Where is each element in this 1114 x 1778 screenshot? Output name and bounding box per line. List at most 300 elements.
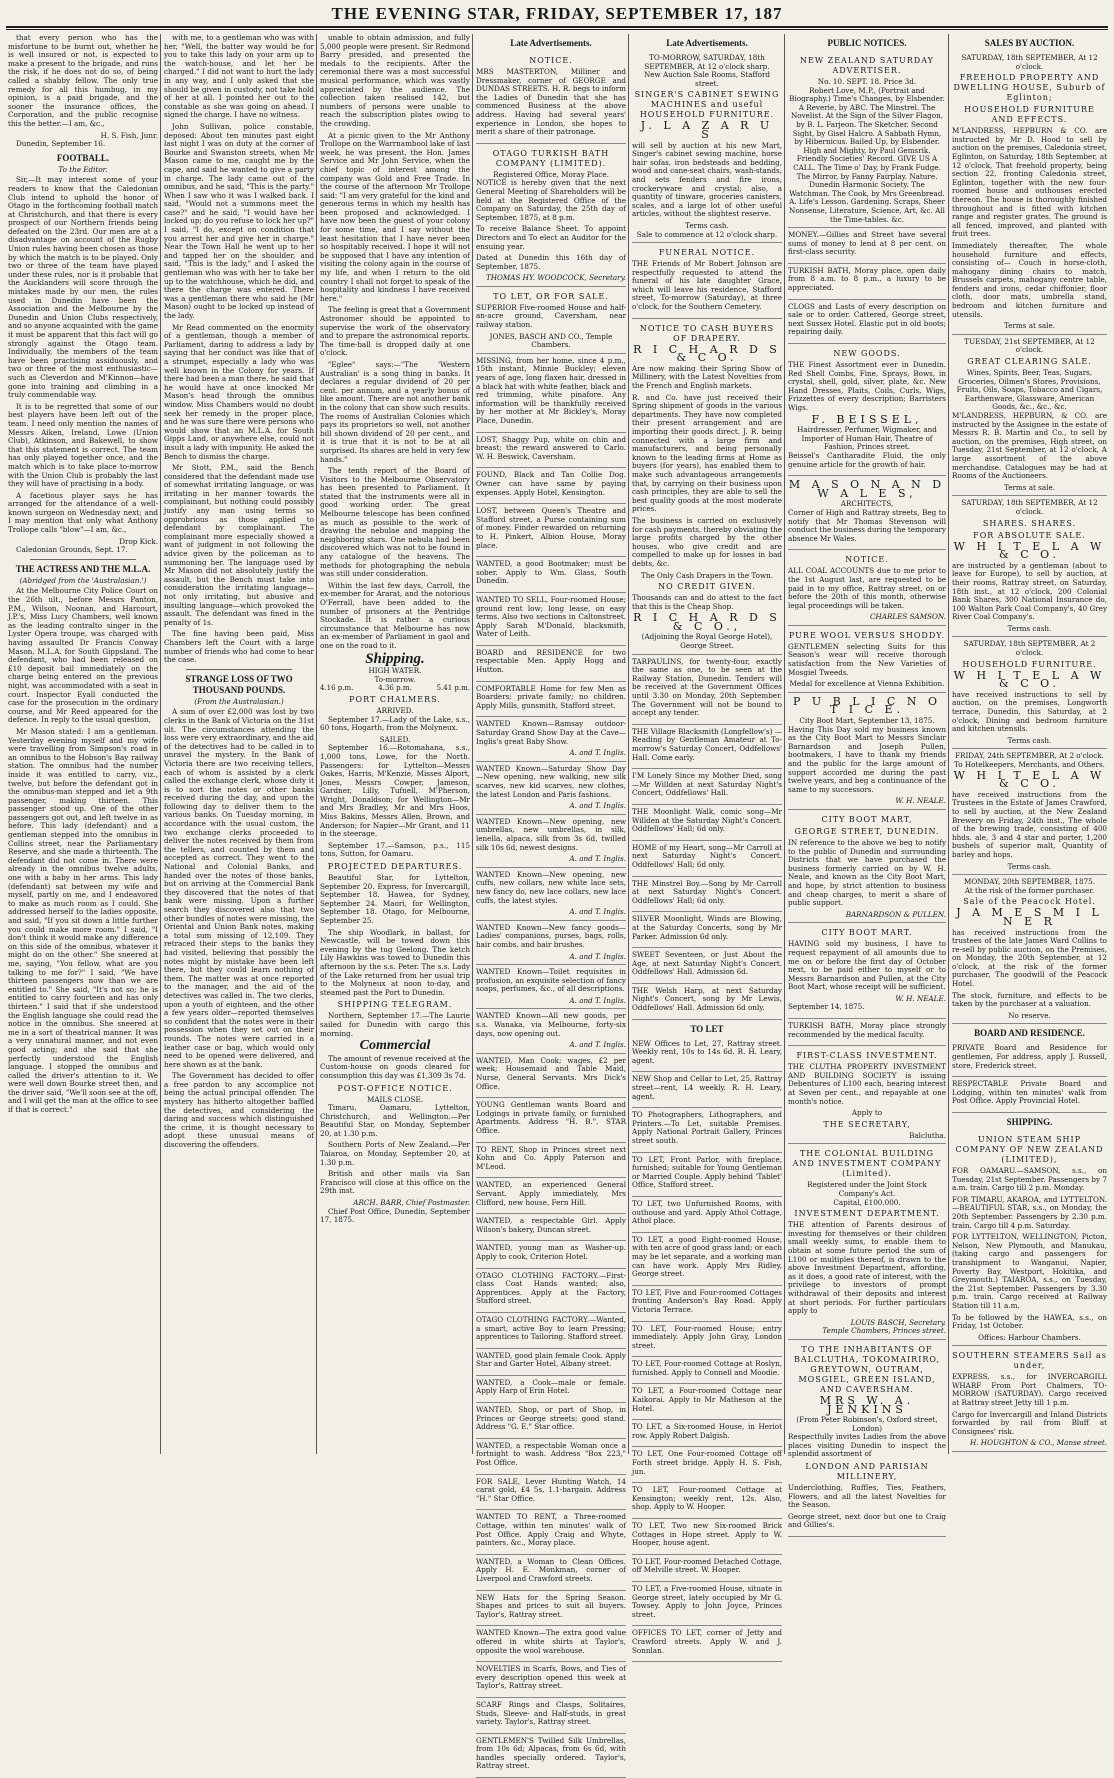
ad-text: Immediately thereafter, The whole household furniture and effects, consisting of— Couch in horse-cloth, mahogany dining chairs to match, Brussels carpets, mahogany centre table, fenders and irons, cedar chiffonier, floor cloth, door mats, umbrella stand, bedroom and kitchen furniture and utensils. [952, 240, 1107, 319]
to-let-ad [632, 1072, 782, 1108]
ad-text: THE Minstrel Boy.—Song by Mr Carroll at next Saturday Night's Concert. Oddfellows' Hall; 6d only. [632, 878, 782, 905]
ad-subheading: Registered Office, Moray Place. [493, 169, 609, 179]
classified-ad [788, 300, 946, 344]
ad-text: NEW Shop and Cellar to Let, 25, Rattray street—rent, L4 weekly. R. H. Leary, agent. [632, 1074, 782, 1101]
shipping-heading: SHIPPING. [1006, 1117, 1053, 1127]
ad-text: have received instructions from the Trustees in the Estate of James Crawford, to sell by auction, at the New Zealand Brewery on Friday, 24th inst., The whole of the brewing trade, consisting of 400 hhds. ale, 3 and 4 star and porter, 1,200 bushels of superior malt, Quantity of barley and hops. [952, 789, 1107, 859]
ad-date: Dated at Dunedin this 16th day of September, 1875. [476, 253, 626, 271]
ad-text: Corner of High and Rattray streets, Beg to notify that Mr Thomas Stevenson will conduct the business during the temporary absence Mr Wales. [788, 507, 946, 543]
ad-text: TO LET, Four-roomed Cottage at Kensington; weekly rent, 12s. Also, shop. Apply to W. Hooper. [632, 1485, 782, 1512]
column-7 [952, 34, 1107, 1454]
ad-signature: LOUIS BASCH, Secretary. [850, 1317, 946, 1327]
classified-ad [476, 868, 626, 921]
ad-text: TURKISH BATH, Moray place strongly recommended by the medical faculty. [788, 1021, 946, 1039]
ad-text: has received instructions from the trustees of the late James Ward Collins to re-sell by public auction, on the Premises, on Monday, the 20th September, at 12 o'clock, at the risk of the former purchaser, The goodwill of the Peacock Hotel. [952, 927, 1107, 989]
column-1 [8, 34, 158, 1454]
ad-text: TO RENT, Shop in Princes street next Kohn and Co. Apply Paterson and M'Leod. [476, 1144, 626, 1171]
ad-text: MISSING, from her home, since 4 p.m., 15th instant, Minnie Buckley; eleven years of age, long flaxen hair, dressed in a black hat with white feather, black and red trimming, white pinafore. Any information will be thankfully received by her mother at Mr Bickley's, Moray Place, Dunedin. [476, 355, 626, 425]
ad-text: CLOGS and Lasts of every description on sale or to order. Cattered, George street, next Sussex Hotel. Elastic put in old boots; repairing daily. [788, 301, 946, 337]
architects-ad [788, 476, 946, 550]
ad-text: WANTED, an experienced General Servant. Apply immediately, Mrs Clifford, new house, Fern Hill. [476, 1180, 626, 1207]
ad-text: WANTED TO SELL, Four-roomed House; ground rent low; long lease, on easy terms. Also two sections in Caltonstreet. Apply Sarah M'Donald, blacksmith, Water of Leith. [476, 594, 626, 639]
ad-date: SATURDAY, 18th SEPTEMBER, At 12 o'clock. [961, 498, 1098, 516]
sailing-notice: EXPRESS, s.s., for INVERCARGILL WHARF From Port Chalmers, TO-MORROW (SATURDAY). Cargo received at Rattray street Jetty till 1 p.m. [952, 1372, 1107, 1408]
ad-text: TO LET, Five and Four-roomed Cottages fronting Anderson's Bay Road. Apply Victoria Terrace. [632, 1287, 782, 1314]
ad-heading: TO LET, OR FOR SALE. [493, 291, 609, 301]
ad-heading: UNION STEAM SHIP COMPANY OF NEW ZEALAND (LIMITED), [955, 1135, 1104, 1164]
ad-location: New Auction Sale Rooms, Stafford street. [643, 70, 770, 88]
classified-ad [632, 841, 782, 877]
classified-ad [632, 725, 782, 769]
classified-ad [476, 1178, 626, 1214]
ad-text: SUPERIOR Five-roomed House and half-an-acre ground, Caversham, near railway station. [476, 302, 626, 330]
to-let-ad [632, 1483, 782, 1519]
ad-text: SCARF Rings and Clasps, Solitaires, Studs, Sleeve- and Half-studs, in great variety. Taylor's, Rattray street. [476, 1699, 626, 1727]
ad-heading: Sale of the Peacock Hotel. [963, 897, 1096, 907]
ad-text: WANTED Known—Saturday Show Day —New opening, new walking, new silk scarves, new kid scarves, new clothes, the latest London and Paris fashions. [476, 763, 626, 799]
ad-text: WANTED Known—New opening, new cuffs, new collars, new white lace sets, new fancy do, new lace collars, new lace cuffs, the latest styles. [476, 869, 626, 905]
ad-heading: GREAT CLEARING SALE. [967, 357, 1092, 367]
classified-ad [476, 965, 626, 1009]
ad-text: SWEET Seventeen, or Just About the Age, at next Saturday Night's Concert. Oddfellows' Hall. Admission 6d. [632, 950, 782, 977]
post-entry: Southern Ports of New Zealand.—Per Taiaroa, on Monday, September 20, at 1.30 p.m. [320, 1140, 470, 1167]
strange-loss-paragraph: A sum of over £2,000 was lost by two clerks in the Bank of Victoria on the 31st ult. The circumstances attending the loss were very extraordinary, and the aid of the detectives had to be called in to unravel the mystery. In the Bank of Victoria there are two receiving tellers, each of whom is assisted by a clerk called the exchange clerk, whose duty it is to sort the notes or other banks received during the day, and upon the following day to deliver them to the various banks. On Tuesday morning, in accordance with the usual custom, the two exchange clerks proceeded to deliver the notes received by them from the tellers, and counted by them and accepted as correct. They went to the National and Colonial Banks, and handed over the notes of those banks, but on arriving at the Commercial Bank they discovered that the notes of that bank were missing. Upon a further search they discovered also that two other bundles of notes were missing, the Oriental and Union Bank notes, making a total sum missing of 12,109. They retraced their steps to the banks they had visited, believing that possibly the notes might by mistake have been left there, but they could learn nothing of them. The matter was at once reported to the manager, and the aid of the detectives was called in. The two clerks, upon a youth of eighteen, and the other a few years older—reported themselves so confident that the notes were in their possession when they set out on their rounds. The notes were carried in a leather case or bag, which would only need to be opened were delivered, and here shown as at the bank. [164, 707, 314, 1069]
classified-ad [632, 912, 782, 948]
to-let-ad [632, 1233, 782, 1286]
article-paragraph: Within the last few days, Carroll, the ex-member for Ararat, and the notorious O'Ferrall, have been added to the number of prisoners at the Pentridge Stockade. It is rather a curious circumstance that Melbourne has now an ex-member of Parliament in gaol and one on the road to it. [320, 580, 470, 650]
masthead: THE EVENING STAR, FRIDAY, SEPTEMBER 17, 187 [331, 4, 783, 23]
to-let-ad [632, 1108, 782, 1152]
ad-terms: Terms cash. [1007, 735, 1052, 745]
classified-ad [788, 1019, 946, 1046]
classified-ad [476, 1376, 626, 1403]
football-date: Caledonian Grounds, Sept. 17. [16, 545, 128, 555]
column-6 [788, 34, 946, 1530]
arrived-label: ARRIVED. [376, 705, 414, 715]
ad-text: TO LET, Four-roomed House; entry immediately. Apply John Gray, London street. [632, 1323, 782, 1350]
ad-text: TO LET, One Four-roomed Cottage off Forth street bridge. Apply H. S. Fish, jun. [632, 1449, 782, 1476]
ad-text: GENTLEMEN selecting Suits for this Season's wear will receive thorough satisfaction from the New Varieties of Mosgiel Tweeds. [788, 641, 946, 677]
column-divider [948, 34, 949, 1454]
football-heading: FOOTBALL. [56, 152, 110, 163]
auctioneer-name: W H I T E L A W & C O. [953, 668, 1106, 691]
classified-ad [476, 504, 626, 557]
classified-ad [476, 1510, 626, 1554]
ad-text: SILVER Moonlight, Winds are Blowing, at the Saturday Concerts, song by Mr Parker. Admission 6d only. [632, 914, 782, 941]
ad-heading: SOUTHERN STEAMERS Sail as under, [952, 1351, 1107, 1371]
boot-mart-ad [788, 810, 946, 923]
ad-text: will sell by auction at his new Mart, Singer's cabinet sewing machine, horse hair sofas, iron bedsteads and bedding, wood and cane-seat chairs, wash-stands, and sets fenders and fire irons, crockeryware and crystal; also, a quantity of tinware, groceries canisters, scales, and a large lot of other useful articles, without the slightest reserve. [632, 140, 782, 219]
ad-signature: A. and T. Inglis. [569, 951, 626, 961]
ad-address: George Street. [680, 641, 734, 651]
to-let-ad [632, 1420, 782, 1447]
classified-ad [788, 264, 946, 300]
ad-heading: OTAGO TURKISH BATH COMPANY (LIMITED). [492, 148, 610, 168]
millinery-ad [788, 1340, 946, 1537]
funeral-heading: FUNERAL NOTICE. [658, 248, 756, 258]
auctioneer-name: W H I T E L A W & C O. [953, 539, 1106, 562]
strange-loss-paragraph: The Government has decided to offer a free pardon to any accomplice not being the actual principal offender. The mystery has hitherto altogether baffled the detectives, and considering the daring and success which distinguished the crime, it is thought necessary to adopt these unusual means of discovering the offenders. [164, 1071, 314, 1150]
ad-signature: A. and T. Inglis. [569, 854, 626, 864]
article-paragraph: Mr Stott, P.M., said the Bench considered that the defendant made use of somewhat irritating language, or was irritating in her manner towards the complainant, but nothing could possibly justify any man using terms so opprobrious as those applied to defendant by complainant. The complainant more especially showed a want of judgment in not following the advice given by the policeman as to summoning her. The language used by Mr Mason did not absolutely justify the assault, but the Bench must take into consideration the irritating language—not only irritating, but abusive and insulting language—which provoked the assault. The defendant was fined in the penalty of 1s. [164, 463, 314, 627]
to-let-ad [632, 1519, 782, 1555]
ad-text: Hairdresser, Perfumer, Wigmaker, and Importer of Human Hair, Theatre of Fashion, Princes street. [797, 425, 937, 452]
ad-text: The stock, furniture, and effects to be taken by the purchaser at a valuation. [952, 990, 1107, 1009]
to-let-ad [632, 1626, 782, 1662]
classified-ad [476, 1591, 626, 1627]
ad-address: (Adjoining the Royal George Hotel), [641, 632, 773, 642]
classified-ad [476, 1143, 626, 1179]
ad-heading: NEW GOODS. [833, 349, 901, 359]
ad-text: WANTED, a respectable Girl. Apply Wilson's bakery, Duncan street. [476, 1216, 626, 1234]
classified-ad [476, 1662, 626, 1698]
shipping-heading: Shipping. [365, 650, 425, 667]
shipping-telegram: Northern, September 17.—The Laurie sailed for Dunedin with cargo this morning. [320, 1011, 470, 1038]
ad-subheading: GEORGE STREET, DUNEDIN. [794, 826, 940, 836]
tide-dunedin: 5.41 p.m. [436, 684, 470, 693]
masthead-rule-thin [6, 29, 1108, 30]
ad-text: TO LET, Two new Six-roomed Brick Cottages in Hope street. Apply to W. Hooper, house agent. [632, 1521, 782, 1548]
ad-text: RESPECTABLE Private Board and Lodging, within ten minutes' walk from Post Office. Apply Provincial Hotel. [952, 1079, 1107, 1106]
shipping-telegram-heading: SHIPPING TELEGRAM. [337, 1000, 453, 1010]
classified-ad [476, 1734, 626, 1778]
column-divider [784, 34, 785, 1454]
ad-text: TO LET, a Five-roomed House, situate in George street, lately occupied by Mr G. Towsey. Apply to John Joyce, Princes street. [632, 1583, 782, 1619]
auction-ad [952, 335, 1107, 497]
football-paragraph: Sir,—It may interest some of your readers to know that the Caledonian Club intend to uphold the honor of Otago in the forthcoming football match at Christchurch, and that there is every prospect of our Northern friends being defeated on the 23rd. Our men are at a disadvantage on account of the Rugby Union rules having been chosen as those by which the match is to be played. Only two or three of the team have played under these rules, nor is it probable that the Aucklanders will score through the mistakes made by our men, the rules used in Dunedin have been the Association and the Melbourne by the Dunedin and Union Clubs respectively, and so anyone acquainted with the game it must be apparent that this fact will go strongly against the Otago team. Individually, the members of the team have been practising assiduously, and two or three of the most enthusiastic—such as Cleverdon and M'Kinnon—have gone into training and climbing in a truly commendable way. [8, 175, 158, 400]
ad-text: Beissel's Cantharadite Fluid, the only genuine article for the growth of hair. [788, 450, 946, 469]
ad-text: THE Friends of Mr Robert Johnson are respectfully requested to attend the funeral of his late daughter Grace, which will leave his residence, Stafford street, To-morrow (Saturday), at three o'clock, for the Southern Cemetery. [632, 259, 782, 312]
ad-text: FOUND, Black and Tan Collie Dog. Owner can have same by paying expenses. Apply Hotel, Kensington. [476, 470, 626, 497]
to-let-ad [632, 1582, 782, 1626]
ad-text: WANTED Known—Toilet requisites in profusion, an exquisite selection of fancy soaps, perfumes, &c., of all descriptions. [476, 967, 626, 994]
divider [30, 559, 136, 560]
ad-signature: A. and T. Inglis. [569, 748, 626, 758]
hairdresser-ad [788, 344, 946, 476]
letter-text: that every person who has the misfortune to be burnt out, whether he is well insured or not, is expected to make a present to the brigade, and runs the risk, if he does not do so, of being called a shabby fellow. The only true remedy for all this humbug, in my opinion, is a paid brigade, and the sooner the insurance offices, the Corporation, and the public recognise this the better.—I am, &c., [8, 33, 158, 128]
ad-text: WANTED, a good Bootmaker; must be sober. Apply to Wm. Glass, South Dunedin. [476, 559, 626, 586]
classified-ad [632, 984, 782, 1020]
ad-text: WANTED, young man as Washer-up. Apply to cook, Criterion Hotel. [476, 1243, 626, 1261]
boot-mart-ad [788, 923, 946, 1019]
ad-heading: CITY BOOT MART. [821, 928, 913, 938]
late-advertisements-heading: Late Advertisements. [666, 38, 748, 48]
ad-text: TO LET, Four-roomed Cottage at Roslyn, furnished. Apply to Connell and Moodie. [632, 1359, 782, 1377]
column-divider [628, 34, 629, 1454]
column-2 [164, 34, 314, 1454]
to-let-ad [632, 1197, 782, 1233]
article-paragraph: John Sullivan, police constable, deposed: About ten minutes past eight last night I was on duty at the corner of Bourke and Swanston streets, when Mr Mason came to me, caught me by the cape, and said he wanted to give a party in charge. The lady came out of the omnibus, and he said, "This is the party." When I saw who it was I walked back. I said, "Would not a summons meet the case?" and he said, "I would have her locked up; do you refuse to lock her up?" I said, "I do, except on condition that you arrest her and give her in charge." Near the Town Hall he went up to her and tapped her on the shoulder, and said, "This is the lady," and I asked the gentleman who was with her to take her up to the watchhouse, which he did, and there the charge was entered. There was a gentleman there who said he (Mr Mason) ought to be locked up instead of the lady. [164, 121, 314, 320]
ad-text: LOST, Shaggy Pup, white on chin and breast; the reward answered to Carlo. W. H. Beswick, Caversham. [476, 434, 626, 461]
ad-text: COMFORTABLE Home for few Men as Boarders; private family; no children. Apply Mills, gunsmith, Stafford street. [476, 683, 626, 710]
ad-text: YOUNG Gentleman wants Board and Lodgings in private family, or furnished Apartments. Address "H. B.", STAR Office. [476, 1100, 626, 1135]
ad-text: BOARD and RESIDENCE for two respectable Men. Apply Hogg and Hutton. [476, 647, 626, 675]
ad-signature: A. and T. Inglis. [569, 1040, 626, 1050]
column-5 [632, 34, 782, 1655]
classified-ad [476, 1698, 626, 1734]
post-date: Chief Post Office, Dunedin, September 17, 1875. [320, 1206, 470, 1225]
public-notice [788, 693, 946, 810]
drapery-ad [632, 319, 782, 655]
notice-heading: NOTICE. [529, 56, 573, 65]
ad-text: HOME of my Heart, song—Mr Carroll at next Saturday Night's Concert. Oddfellows' Hall; 6d only. [632, 842, 782, 869]
wool-ad [788, 626, 946, 693]
arrival-entry: September 17.—Lady of the Lake, s.s., 60 tons, Hogarth, from the Molyneux. [320, 714, 470, 733]
to-let-ad [632, 1153, 782, 1197]
ad-note: Medal for excellence at Vienna Exhibition. [789, 679, 945, 689]
classified-ad [952, 1077, 1107, 1113]
classified-ad [476, 646, 626, 682]
classified-ad [476, 1241, 626, 1268]
auction-ad [952, 496, 1107, 637]
classified-ad [476, 1009, 626, 1053]
coal-notice [788, 550, 946, 626]
classified-ad [476, 433, 626, 469]
ad-text: NEW Hats for the Spring Season. Shapes and prices to suit all buyers. Taylor's, Rattray street. [476, 1592, 626, 1619]
advertisement [476, 51, 626, 144]
capital: Capital, £100,000. [833, 1197, 901, 1207]
ad-text: TO LET, two Unfurnished Rooms, with outhouse and yard. Apply Athol Cottage, Athol place. [632, 1198, 782, 1226]
ad-text: WANTED Known—New opening, new umbrellas, new umbrellas, in silk, lenella, alpaca, silk from 3s 6d, twilled silk 10s 6d, newest designs. [476, 816, 626, 852]
ad-text: GENTLEMEN'S Twilled Silk Umbrellas, from 10s 6d; Alpacas, from 6s 6d, with handles specially ordered. Taylor's, Rattray street. [476, 1735, 626, 1771]
classified-ad [632, 948, 782, 984]
classified-ad [476, 717, 626, 761]
post-signature: ARCH. BARR, Chief Postmaster. [353, 1198, 470, 1208]
classified-ad [476, 1313, 626, 1349]
article-paragraph: unable to obtain admission, and fully 5,000 people were present. Sir Redmond Barry presided, and presented the medals to the recipients. After the ceremonial there was a most successful musical performance, which was vastly appreciated by the audience. The collection taken realised 142, but numbers of persons were unable to reach the subscription plates owing to the crowding. [320, 33, 470, 128]
ad-heading: FREEHOLD PROPERTY AND DWELLING HOUSE, Suburb of Eglinton; [953, 73, 1106, 103]
advertiser-name: MRS W. A. JENKINS [819, 1393, 915, 1416]
ad-subheading: Registered under the Joint Stock Company's Act. [807, 1180, 927, 1198]
ad-note: Sale to commence at 12 o'clock sharp. [636, 229, 778, 239]
ad-text: IN reference to the above we beg to notify to the public of Dunedin and surrounding Districts that we have purchased the business formerly carried on by W. H. Neale, and known as the City Boot Mart, and hope, by strict attention to business and cheap charges, to merit a share of public support. [788, 837, 946, 908]
advertiser-name: R I C H A R D S & C O. [633, 342, 781, 365]
auctioneer-name: J A M E S M I L N E R [956, 906, 1103, 928]
masthead-rule [6, 26, 1108, 28]
ad-terms: Terms cash. [685, 220, 729, 230]
ad-text: are instructed by a gentleman (about to leave for Europe), to sell by auction, at their rooms, Rattray street, on Saturday, 18th inst., at 12 o'clock, 200 Colonial Bank Shares, 300 National Insurance do, 100 Walton Park Coal Company's, 40 Grey River Coal Company's. [952, 560, 1107, 622]
ad-text: WANTED, a Woman to Clean Offices. Apply H. E. Monkman, corner of Liverpool and Crawford streets. [476, 1556, 626, 1583]
football-paragraph: It is to be regretted that some of our best players have been left out of the team. I need only mention the names of Messrs Aiken, Ireland, Lowe (Union Club), Atkinson, and Bakewell, to show that this statement is correct. The team has only played together once, and the match which is to take place to-morrow with the Union Club is probably the last they will have of practising in a body. [8, 401, 158, 489]
classified-ad [476, 468, 626, 504]
classified-ad [476, 682, 626, 718]
ad-text: NEW Offices to Let, 27, Rattray street. Weekly rent, 10s to 14s 6d. R. H. Leary, agent. [632, 1038, 782, 1065]
ad-text: WANTED, a Cook—male or female. Apply Harp of Erin Hotel. [476, 1377, 626, 1396]
ad-heading: PURE WOOL VERSUS SHODDY. [788, 630, 946, 640]
to-let-ad [632, 1286, 782, 1322]
sailed-label: SAILED. [379, 734, 411, 744]
ad-subheading: ARCHITECTS, [840, 499, 894, 509]
ad-slogan: The Only Cash Drapers in the Town. [640, 570, 774, 580]
ad-text: TO LET, Four-roomed Detached Cottage, off Melville street. W. Hooper. [632, 1556, 782, 1575]
ad-text: WANTED, a respectable Woman once a fortnight to wash. Address "Box 223," Post Office. [476, 1440, 626, 1468]
to-let-ad [632, 1447, 782, 1483]
ad-heading: SHARES. SHARES. [982, 518, 1077, 528]
strange-loss-source: (From the Australasian.) [194, 696, 284, 706]
classified-ad [476, 921, 626, 965]
ad-text: TO LET, a Six-roomed House, in Heriot row. Apply Robert Dalgish. [632, 1422, 782, 1440]
ad-text: Cargo for Invercargill and Inland Districts forwarded by rail from Bluff at Consignees' risk. [952, 1409, 1107, 1436]
ad-subheading: At the risk of the former purchaser. [964, 885, 1095, 895]
ad-text: ALL COAL ACCOUNTS due to me prior to the 1st August last, are requested to be paid in to my office, Rattray street, on or before the 20th of this month, otherwise legal proceedings will be taken. [788, 566, 946, 610]
column-divider [160, 34, 161, 1454]
mails-close: MAILS CLOSE. [367, 1094, 423, 1104]
ad-text: MONEY.—Gillies and Street have several sums of money to lend at 8 per cent. on first-class security. [788, 230, 946, 257]
ad-text: WANTED, Shop, or part of Shop, in Princes or George streets; good stand. Address "G. E." Star office. [476, 1405, 626, 1432]
ad-terms: Terms cash. [1007, 623, 1052, 633]
ad-text: THE Moonlight Walk, comic song—Mr Willden at the Saturday Night's Concert. Oddfellows' Hall; 6d only. [632, 806, 782, 834]
classified-ad [476, 1475, 626, 1511]
column-divider [316, 34, 317, 1454]
ad-date: FRIDAY, 24th SEPTEMBER, At 2 o'clock. [955, 751, 1104, 761]
ad-text: OFFICES TO LET, corner of Jetty and Crawford streets. Apply W. and J. Sonnlan. [632, 1628, 782, 1655]
ad-text: TO Photographers, Lithographers, and Printers.—To Let, suitable Premises. Apply National Portrait Gallery, Princes street south. [632, 1110, 782, 1145]
sailing-notice: To be followed by the HAWEA, s.s., on Friday, 1st October. [952, 1312, 1107, 1331]
sailing-entry: September 16.—Rotomahana, s.s., 1,000 tons, Lowe, for the North. Passengers: for Lyttelton—Messrs Oakes, Harris, M'Kenzie, Misses Alport, Jones, Messrs Cowper, Jameson, Gardner, Lilly, Tufnell, M'Pherson, Wright, Donaldson; for Wellington—Mr and Mrs Bradley, Mr and Mrs Hoos, Miss Bakins, Messrs Allen, Brown, and Anderson; for Napier—Mr Grant, and 11 in the steerage. [320, 743, 470, 839]
ad-text: R. and Co. have just received their Spring shipment of goods in the various departments. They have now completed their present arrangement and are importing their goods direct. J. R. being connected with a large firm and manufacturers, and being personally known to the leading firms at Home as buyers (for years), has enabled them to make such advantageous arrangements that, by carrying on their business upon cash principles, they are able to sell the best quality goods at the most moderate prices. [632, 392, 782, 514]
ad-text: THE Finest Assortment ever in Dunedin. Red Shell Combs, Fine, Sprays, Bows, in crystal, shell, gold, silver, plate, &c. New Hand Dresses, Plaits, Coils, Curls, Wigs, Frizzettes of every description; Barristers Wigs. [788, 360, 946, 412]
ad-text: WANTED Known—All new goods, per s.s. Wanaka, via Melbourne, forty-six days, now opening out. [476, 1011, 626, 1038]
ad-text: WANTED, good plain female Cook. Apply Star and Garter Hotel, Albany street. [476, 1350, 626, 1369]
ad-text: NOTICE is hereby given that the next General Meeting of Shareholders will be held at the Registered Office of the Company on Saturday, the 25th day of September, 1875, at 8 p.m. [476, 178, 626, 222]
article-paragraph: The tenth report of the Board of Visitors to the Melbourne Observatory has been presented to Parliament. It stated that the instruments were all in good working order. The great Melbourne telescope has been confined as much as possible to the work of drawing the nebulae and mapping the neighboring stars. One nebula had been discovered which was not to be found in any catalogue of the heavens. The methods for photographing the nebula was still under consideration. [320, 466, 470, 579]
ad-signature: W. H. NEALE. [895, 993, 946, 1003]
auction-ad [952, 637, 1107, 749]
steamship-ad [952, 1130, 1107, 1346]
letter-signature: H. S. Fish, Junr. [100, 130, 158, 140]
ad-text: HAVING sold my business, I have to request repayment of all amounts due to me on or before the first day of October next, to be paid either to myself or to Messrs Barnardson and Pullen, at the City Boot Mart, whose receipt will be sufficient. [788, 939, 946, 992]
sailing-notice: FOR TIMARU, AKAROA, and LYTTELTON.—BEAUTIFUL STAR, s.s., on Monday, the 20th September. Passengers by 2.30 p.m. train. Cargo till 4 p.m. Saturday. [952, 1194, 1107, 1230]
ad-heading: HOUSEHOLD FURNITURE AND EFFECTS. [964, 105, 1095, 125]
auctioneer-name: W H I T E L A W & C O. [953, 768, 1106, 791]
ad-date: TUESDAY, 21st SEPTEMBER, At 12 o'clock. [964, 336, 1095, 355]
divider [186, 669, 292, 670]
classified-ad [952, 1041, 1107, 1077]
ad-text: Respectfully invites Ladies from the above places visiting Dunedin to inspect the splendid assortment of [788, 1432, 946, 1459]
ad-signature: W. H. NEALE. [895, 796, 946, 806]
classified-ad [476, 1403, 626, 1439]
ad-text: M'LANDRESS, HEPBURN & CO. are instructed by Mr D. Hood to sell by auction on the premises, Caledonia street, Eglinton, on Saturday, 18th September, at 12 o'clock, That freehold property, being section 22, fronting Caledonia street, Eglinton, together with the new four-roomed house and outhouses erected thereon. The house is thoroughly finished throughout and is fitted with kitchen range and register grates. The ground is all fenced, improved, and planted with fruit trees. [952, 126, 1107, 239]
article-paragraph: At a picnic given to the Mr Anthony Trollope on the Warrnambool lake of last week, he was present, the Hon. James Service and Mr John Service, when the chief topic of interest among the company was Gold and Free Trade. In the course of the afternoon Mr Trollope said: "I am very grateful for the kind and generous terms in which my health has been proposed and acknowledged. I have now been the guest of your colony for some time, and I say without the least hesitation that I have never been so hospitably received. I hope it will not be supposed that I have any intention of visiting the colony again in the course of my life, and when I return to the old country I shall not forget to speak of the hospitality and kindness I have received here." [320, 130, 470, 303]
ad-signature: THE SECRETARY, [823, 1119, 911, 1129]
article-paragraph: "Eglee" says:—"The 'Western Australian' is a song thing in banks. It declares a regular dividend of 20 per cent. per annum, and a yearly bonus of like amount. There are not another bank in the colony that can show such results. The rooms of Australian Colonies which pays its proprietors so well, not another bill shown dividend of 20 per cent., and it is true that it is not to be at all surprised. Its shares are held in very few hands." [320, 359, 470, 464]
to-let-ad [632, 1357, 782, 1384]
ad-text: Are now making their Spring Show of Millinery, with the Latest Novelties from the French and English markets. [632, 363, 782, 391]
ad-heading: THE COLONIAL BUILDING AND INVESTMENT COMPANY (Limited). [792, 1149, 942, 1179]
article-paragraph: The fine having been paid, Miss Chambers left the Court with a large number of friends who had come to hear the case. [164, 629, 314, 665]
classified-ad [632, 655, 782, 725]
ad-address: Temple Chambers, Princes street. [822, 1326, 946, 1336]
classified-ad [476, 1439, 626, 1475]
article-paragraph: The feeling is great that a Government Astronomer should be appointed to supervise the work of the observatory and to prepare the astronomical reports. The time-ball is dropped daily at one o'clock. [320, 305, 470, 358]
ad-text: WANTED, Man Cook; wages, £2 per week; Housemaid and Table Maid, Nurse, General Servants. Mrs Dick's Office. [476, 1055, 626, 1091]
football-to-editor: To the Editor. [58, 164, 108, 174]
ad-heading: NEW ZEALAND SATURDAY ADVERTISER. [800, 56, 934, 75]
advertisement [476, 144, 626, 287]
commercial-heading: Commercial [359, 1038, 431, 1054]
actress-paragraph: At the Melbourne City Police Court on the 26th ult., before Messrs Panton, P.M., Wilson, Noonan, and Harcourt, J.P.'s, Miss Lucy Chambers, well known as the leading contralto singer in the Lyster Opera troupe, was charged with having assaulted Dr Francis Conway Mason, M.L.A. for South Gippsland. The defendant, who had been released on £10 deposit bail immediately on the charge being entered on the previous night, was accommodated with a seat in court. Inspector Eyall conducted the case for the prosecution in the ordinary course, and Mr Reed appeared for the defence. In reply to the usual question, [8, 586, 158, 725]
classified-ad [632, 877, 782, 913]
ad-text: M'LANDRESS, HEPBURN, & CO. are instructed by the Assignee in the estate of Messrs R. B. Martin and Co., to sell by auction, on the premises, High street, on Tuesday, 21st September, at 12 o'clock, A large assortment of the above merchandise. Catalogues may be had at Rooms of the Auctioneers. [952, 411, 1107, 481]
ad-text: FOR SALE, Lever Hunting Watch, 14 carat gold, £4 5s, 1.1-bargain. Address "H." Star Office. [476, 1476, 626, 1503]
ad-date: TO-MORROW, SATURDAY, 18th SEPTEMBER, At 12 o'clock sharp. [644, 53, 770, 71]
to-let-heading: TO LET [690, 1023, 724, 1034]
tide-heads: 4.16 p.m. [320, 684, 354, 693]
port-chalmers-heading: PORT CHALMERS. [349, 694, 441, 704]
ad-address: Offices: Harbour Chambers. [978, 1332, 1081, 1342]
ad-text: To receive Balance Sheet. To appoint Directors and To elect an Auditor for the ensuing year. [476, 224, 626, 251]
ad-text: Thousands can and do attest to the fact that this is the Cheap Shop. [632, 593, 782, 611]
ad-text: LOST, between Queen's Theatre and Stafford street, a Purse containing sum of money. Finder rewarded on returning to H. Pinkert, Albion House, Moray place. [476, 506, 626, 550]
issue-number: No. 10. SEPT. 18. Price 3d. [817, 77, 917, 86]
public-notices-heading: PUBLIC NOTICES. [827, 38, 907, 48]
notice-heading: NOTICE. [845, 555, 889, 565]
classified-ad [476, 1349, 626, 1376]
ad-text: have received instructions to sell by auction, on the premises, Longworth terrace, Dunedin, this Saturday, at 2 o'clock, Dining and bedroom furniture and kitchen utensils. [952, 689, 1107, 734]
ad-terms: Terms at sale. [1004, 321, 1055, 331]
classified-ad [632, 805, 782, 841]
classified-ad [476, 1269, 626, 1313]
ad-text: TURKISH BATH, Moray place, open daily from 8 a.m. to 8 p.m., a luxury to be appreciated. [788, 265, 946, 293]
ad-heading: CITY BOOT MART, [821, 814, 913, 824]
ad-text: WANTED Known—Ramsay outdoor-Saturday Grand Show Day at the Cave—Inglis's great Baby Show. [476, 719, 626, 746]
ad-signature: A. and T. Inglis. [569, 801, 626, 811]
ad-signature: CHARLES SAMSON. [869, 612, 946, 622]
ad-terms: No reserve. [1008, 1010, 1051, 1020]
ad-signature: H. HOUGHTON & CO., Manse street. [969, 1438, 1107, 1448]
column-4 [476, 34, 626, 1771]
advertiser-contents-ad [788, 51, 946, 228]
classified-ad [788, 228, 946, 264]
ad-text: Wines, Spirits, Beer, Teas, Sugars, Groceries, Oilmen's Stores, Provisions, Fruits, Oils, Soaps, Tobacco and Cigars, Earthenware, Glassware, American Goods, &c., &c., &c. [956, 368, 1103, 412]
ad-text: WANTED TO RENT, a Three-roomed Cottage, within ten minutes' walk of Post Office. Apply Craig and Whyte, painters, &c., Moray place. [476, 1512, 626, 1548]
classified-ad [476, 762, 626, 815]
auction-ad [952, 51, 1107, 335]
advertiser-name: F. BEISSEL, [811, 412, 923, 426]
ad-text: WANTED Known—The extra good value offered in white shirts at Taylor's, opposite the wool warehouse. [476, 1628, 626, 1655]
ad-text: TARPAULINS, for twenty-four, exactly the same as one, to be seen at the Railway Station, Dunedin. Tenders will be received at the Government Offices until 3.30 on Monday, 20th September. The Government will not be bound to accept any tender. [632, 656, 782, 718]
ad-text: TO LET, Front Parlor, with fireplace, furnished; suitable for Young Gentleman or Married Couple. Apply behind 'Tablet' Office, Stafford street. [632, 1154, 782, 1190]
ad-subheading: (From Peter Robinson's, Oxford street, London) [796, 1415, 938, 1433]
ad-date: City Boot Mart, September 13, 1875. [799, 716, 935, 726]
ad-date: MONDAY, 20th SEPTEMBER, 1875. [963, 877, 1096, 887]
projected-departures: Beautiful Star, for Lyttelton, September 20. Express, for Invercargill, September 18. Hawea, for Sydney, September 24. Maori, for Wellington, September 18. Otago, for Melbourne, September 25. [320, 873, 470, 925]
ad-signature: BARNARDSON & PULLEN. [845, 909, 946, 919]
ad-text: Having This Day sold my business known as the City Boot Mart to Messrs Sinclair Barnardson and Joseph Pullen, bootmakers, I have to thank my friends and the public for the large amount of support accorded me during the past twelve years, and beg a continuance of the same to my successors. [788, 724, 946, 794]
ad-text: I'M Lonely Since my Mother Died, song—Mr Willden at next Saturday Night's Concert, Oddfellows' Hall. [632, 771, 782, 798]
ad-heading: To Hotelkeepers, Merchants, and Others. [954, 760, 1105, 769]
ad-heading: INVESTMENT DEPARTMENT. [794, 1209, 940, 1219]
classified-ad [476, 354, 626, 433]
ad-terms: Terms at sale. [1004, 482, 1055, 492]
strange-loss-heading: STRANGE LOSS OF TWO THOUSAND POUNDS. [185, 673, 293, 695]
classified-ad [476, 1214, 626, 1241]
ad-text: Apply to [851, 1108, 883, 1118]
ad-heading: FIRST-CLASS INVESTMENT. [796, 1051, 938, 1061]
auction-ad [952, 875, 1107, 1024]
ad-text: TO LET, a Four-roomed Cottage near Kaikorai. Apply to Mr Matheson at the Hotel. [632, 1386, 782, 1413]
board-residence-heading: BOARD AND RESIDENCE. [974, 1028, 1085, 1039]
investment-ad [788, 1046, 946, 1144]
ad-text: THE attention of Parents desirous of investing for themselves or their children small weekly sums, to enable them to obtain at some future period the sum of L100 or multiples thereof, is drawn to the above Investment Department, affording, as it does, a good rate of interest, with the privilege to investors of prompt withdrawal of their deposits and interest at short periods. For further particulars apply to [788, 1220, 946, 1316]
sailing-notice: FOR OAMARU.—SAMSON, s.s., on Tuesday, 21st September. Passengers by 7 a.m. train. Cargo till 2 p.m. Monday. [952, 1166, 1107, 1193]
projected-departures-heading: PROJECTED DEPARTURES. [327, 862, 463, 872]
ad-text: OTAGO CLOTHING FACTORY.—First-class Coat Hands wanted; also, Apprentices. Apply at the Factory, Stafford street. [476, 1270, 626, 1306]
contents-list: Robert Love, M.P., (Portrait and Biography.) Time's Changes, by Elsbender. A Reverie, by ABC. The Minstrel. The Novelist. At the Sign of the Silver Flagon, by B. L. Farjeon. The Sketcher. Second Sight, by Gisel Halcro. A Sabbath Hymn, by Hibernicus. Bailed Up, by Elsbender. High and Mighty, by Paul Gemsrik. Friendly Societies' Record. GIVE US A CALL. The Time o' Day, by Frank Fudge. The Mirror, by Fanny Fairplay. Nature. Dunedin Harmonic Society. The Watchman. The Cook, by Mrs Greenbread. A. Life's Lesson. Gardening. Scraps, Sheer Nonsense, Literature, Science, Art, &c. All the Time-tables. &c. [789, 85, 945, 224]
post-office-heading: POST-OFFICE NOTICE. [337, 1083, 453, 1093]
sailing-entry: September 17.—Samson, p.s., 115 tons, Sutton, for Oamaru. [320, 840, 470, 859]
letter-date: Dunedin, September 16. [16, 139, 106, 149]
